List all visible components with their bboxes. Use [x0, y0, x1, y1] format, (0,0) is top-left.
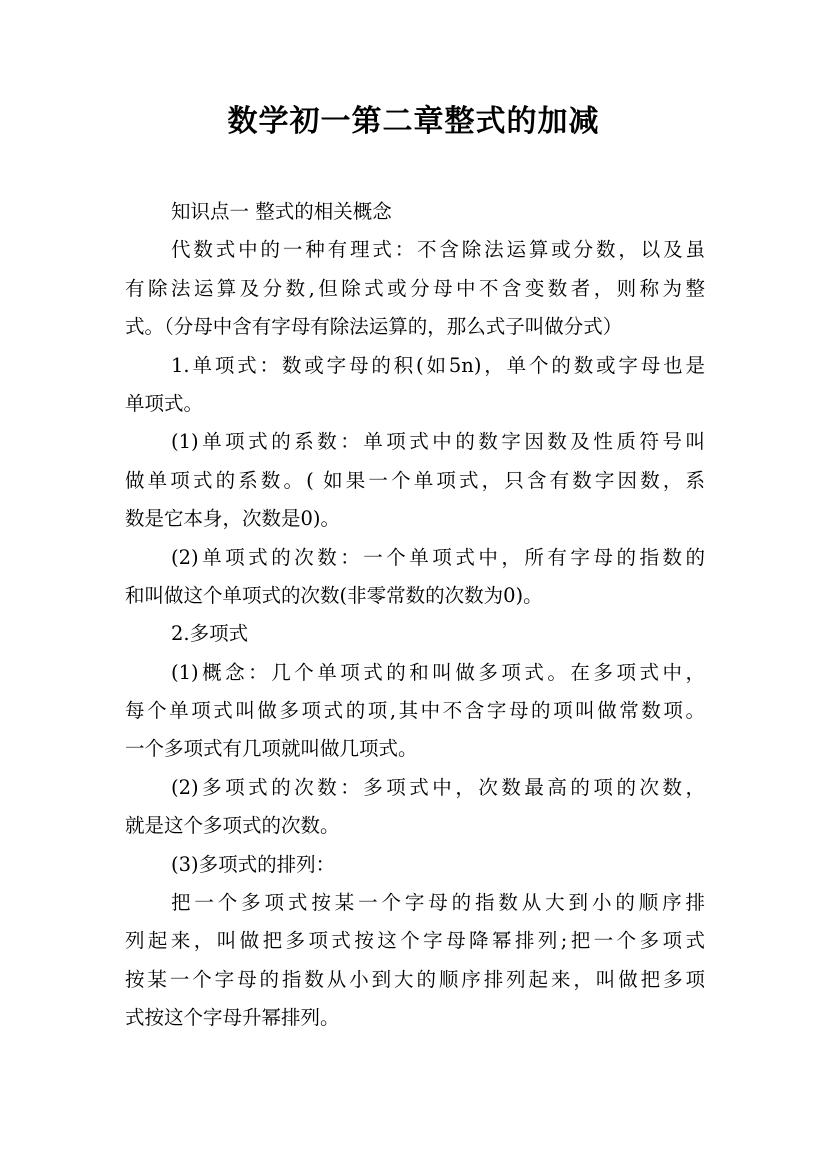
paragraph-line: 代数式中的一种有理式：不含除法运算或分数，以及虽	[171, 238, 705, 262]
paragraph-line: 式。（分母中含有字母有除法运算的，那么式子叫做分式）	[125, 315, 623, 339]
document-title: 数学初一第二章整式的加减	[227, 104, 600, 139]
section-heading: 2.多项式	[171, 622, 249, 646]
paragraph-line: 按某一个字母的指数从小到大的顺序排列起来，叫做把多项	[125, 967, 705, 991]
paragraph-line: 数是它本身，次数是0)。	[125, 507, 341, 531]
paragraph-line: 和叫做这个单项式的次数(非零常数的次数为0)。	[125, 583, 543, 607]
section-heading: 知识点一 整式的相关概念	[171, 200, 392, 223]
paragraph-line: 有除法运算及分数,但除式或分母中不含变数者，则称为整	[125, 276, 705, 300]
paragraph-line: (3)多项式的排列：	[171, 852, 336, 876]
document-body	[125, 193, 705, 1038]
paragraph-line: (1)概念：几个单项式的和叫做多项式。在多项式中，	[171, 660, 705, 684]
paragraph-line: 就是这个多项式的次数。	[125, 814, 340, 838]
paragraph-line: 把一个多项式按某一个字母的指数从大到小的顺序排	[171, 891, 705, 915]
paragraph-line: 每个单项式叫做多项式的项,其中不含字母的项叫做常数项。	[125, 699, 705, 723]
paragraph-line: 1.单项式：数或字母的积(如5n)，单个的数或字母也是	[171, 353, 705, 377]
paragraph-line: 一个多项式有几项就叫做几项式。	[125, 737, 418, 761]
paragraph-line: 列起来，叫做把多项式按这个字母降幂排列;把一个多项式	[125, 929, 705, 953]
paragraph-line: (1)单项式的系数：单项式中的数字因数及性质符号叫	[171, 430, 705, 454]
paragraph-line: 做单项式的系数。( 如果一个单项式，只含有数字因数，系	[125, 468, 705, 492]
paragraph-line: (2)单项式的次数：一个单项式中，所有字母的指数的	[171, 545, 705, 569]
paragraph-line: 式按这个字母升幂排列。	[125, 1006, 340, 1030]
paragraph-line: (2)多项式的次数：多项式中，次数最高的项的次数，	[171, 775, 705, 799]
paragraph-line: 单项式。	[125, 391, 204, 415]
